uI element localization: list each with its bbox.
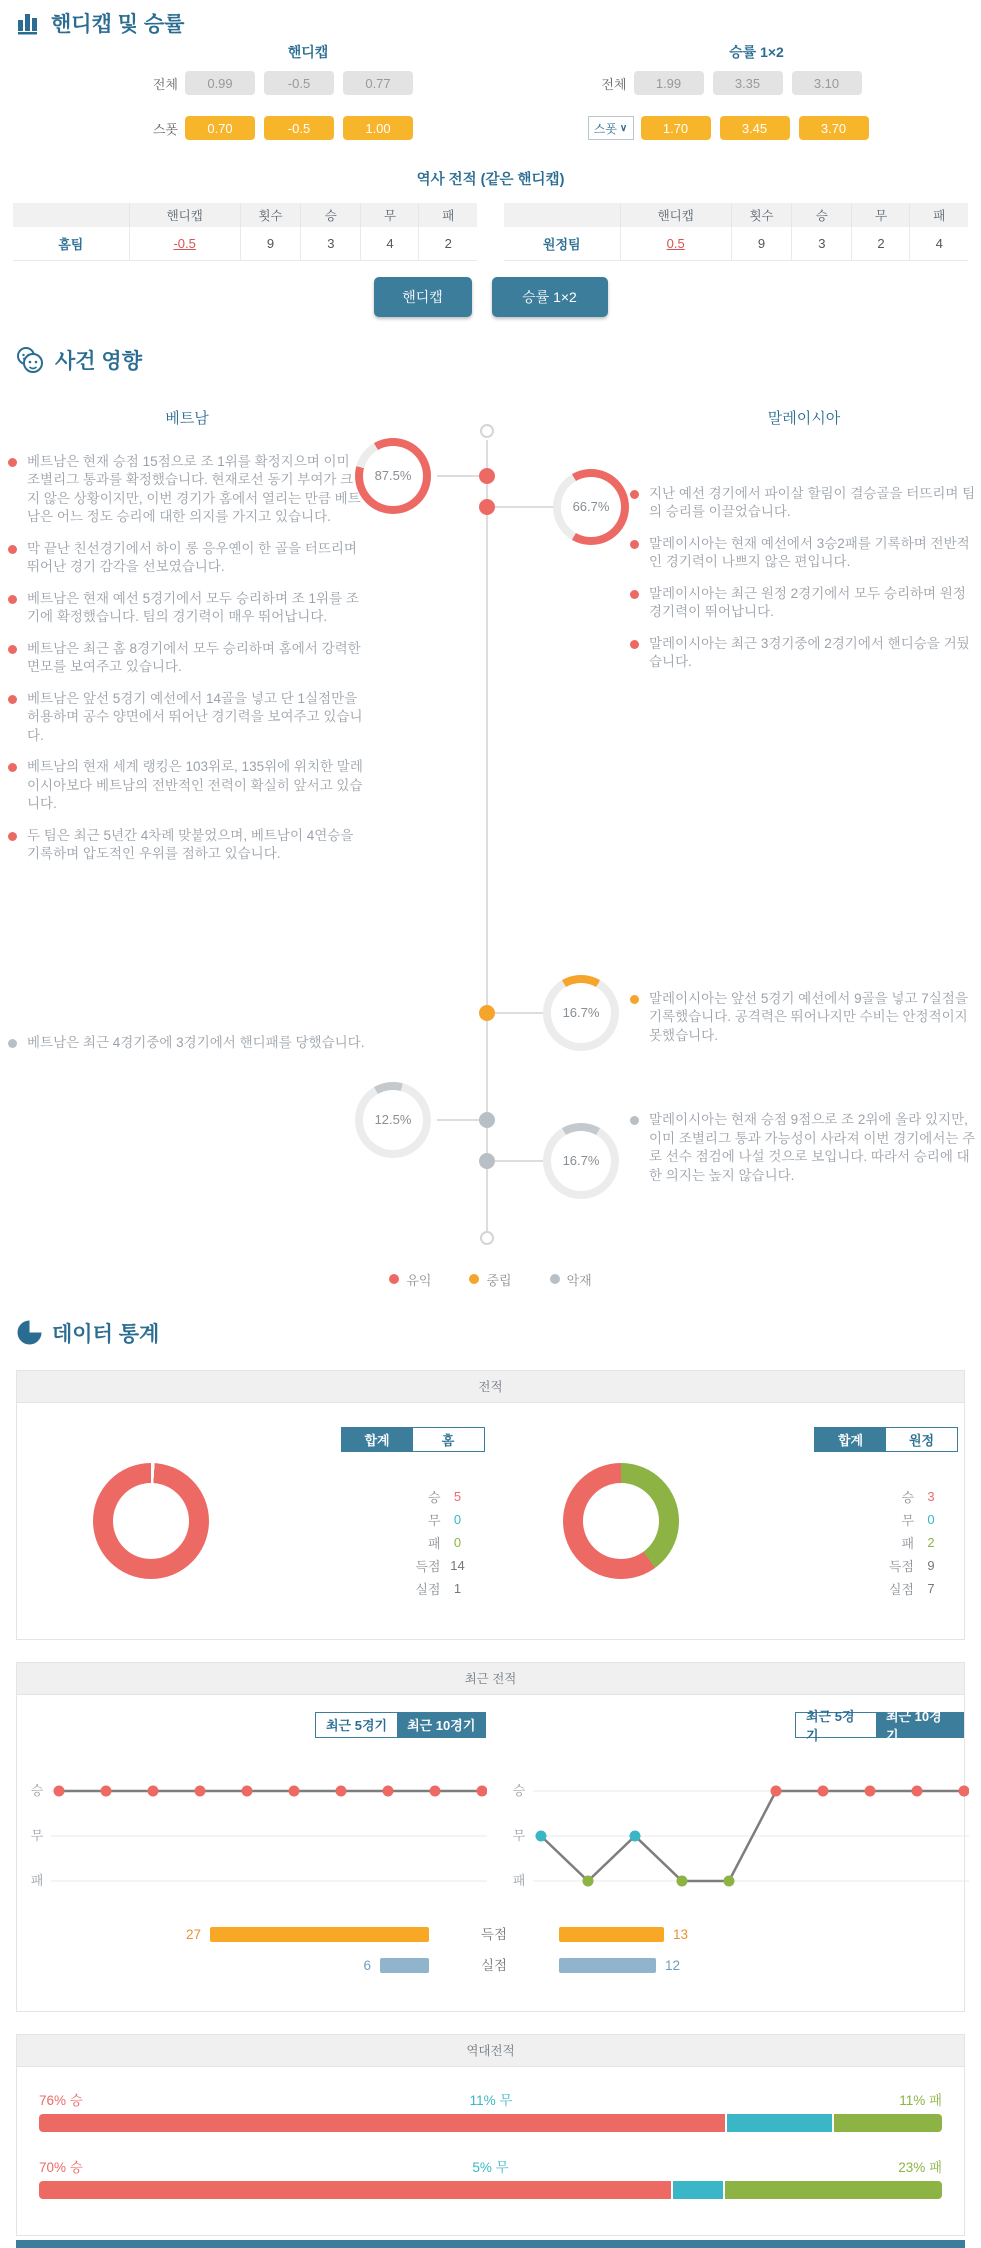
- bullet-dot: [8, 458, 17, 467]
- event-impact-title: [16, 345, 142, 375]
- bullet-dot: [8, 832, 17, 841]
- stat-value: 14: [441, 1558, 475, 1573]
- section-title: 사건 영향: [55, 345, 142, 375]
- winrate-button[interactable]: 승률 1×2: [492, 277, 608, 317]
- stat-value: 0: [441, 1535, 475, 1550]
- odds-value: 3.10: [792, 71, 862, 95]
- history-table: [504, 203, 968, 261]
- right-chart-axis: 승 무 패: [507, 1781, 531, 1916]
- donut-percent: 12.5%: [363, 1090, 423, 1150]
- donut-percent: 87.5%: [363, 446, 423, 506]
- malaysia-negative-donut: [543, 1123, 619, 1199]
- stat-cell: 2: [852, 227, 910, 260]
- stat-label: 승: [395, 1487, 441, 1506]
- table-header-cell: 무: [852, 203, 910, 227]
- table-row: [504, 227, 968, 260]
- data-stats-title: [16, 1318, 981, 1348]
- timeline-dot-neutral: [479, 1005, 495, 1021]
- odds-value: 0.99: [185, 71, 255, 95]
- bullet-text: 베트남은 현재 예선 5경기에서 모두 승리하며 조 1위를 조기에 확정했습니다. 팀의 경기력이 매우 뛰어납니다.: [27, 590, 366, 627]
- odds-row: [139, 116, 491, 140]
- bullet-text: 베트남은 앞선 5경기 예선에서 14골을 넣고 단 1실점만을 허용하며 공수 양면에서 뛰어난 경기력을 보여주고 있습니다.: [27, 690, 366, 746]
- table-header-cell: 핸디캡: [620, 203, 731, 227]
- odds-value: 0.70: [185, 116, 255, 140]
- bullet-dot: [8, 545, 17, 554]
- impact-bullet-pos: [630, 485, 978, 522]
- odds-row: [588, 116, 981, 140]
- recent-panel: [16, 1662, 965, 2012]
- left-chart-axis: 승 무 패: [25, 1781, 49, 1916]
- record-donut-chart: [563, 1463, 679, 1579]
- stat-cell: 9: [240, 227, 300, 260]
- stat-label: 패: [868, 1533, 914, 1552]
- table-header-cell: 횟수: [731, 203, 791, 227]
- team-cell: 원정팀: [504, 227, 620, 260]
- table-header-cell: 핸디캡: [129, 203, 240, 227]
- bullet-dot: [8, 595, 17, 604]
- goals-conceded-row: [17, 1958, 964, 1974]
- history-table: [13, 203, 477, 261]
- odds-value: 3.70: [799, 116, 869, 140]
- h2h-segment-loss: [725, 2181, 942, 2199]
- connector-line: [495, 1160, 543, 1162]
- record-scope-toggle: [814, 1427, 958, 1452]
- table-header-cell: [504, 203, 620, 227]
- bullet-dot: [630, 1116, 639, 1125]
- odds-value: 0.77: [343, 71, 413, 95]
- impact-bullet-pos: [8, 540, 366, 577]
- left-team-bullets: [8, 453, 366, 1066]
- left-conceded-bar: [380, 1958, 429, 1973]
- record-stats: [395, 1485, 475, 1600]
- bullet-text: 베트남은 최근 4경기중에 3경기에서 핸디패를 당했습니다.: [27, 1034, 364, 1053]
- right-results-chart: [533, 1781, 969, 1891]
- stat-label: 무: [868, 1510, 914, 1529]
- stat-label: 실점: [868, 1579, 914, 1598]
- event-impact-section: [0, 345, 981, 1300]
- h2h-loss-label: 23% 패: [898, 2156, 942, 2176]
- faces-icon: [16, 346, 46, 374]
- table-header-cell: 횟수: [240, 203, 300, 227]
- left-scored-bar: [210, 1927, 429, 1942]
- odds-value: 1.00: [343, 116, 413, 140]
- winrate-odds-group: [491, 42, 981, 140]
- bullet-text: 베트남은 현재 승점 15점으로 조 1위를 확정지으며 이미 조별리그 통과를 확정했습니다. 현재로선 동기 부여가 크지 않은 상황이지만, 이번 경기가 홈에서 열리는 만큼 베트남은 어느 정도 승리에 대한 의지를 가지고 있습니다.: [27, 453, 366, 527]
- stat-label: 득점: [395, 1556, 441, 1575]
- vietnam-negative-donut: [355, 1082, 431, 1158]
- stat-value: 2: [914, 1535, 948, 1550]
- impact-bullet-pos: [8, 453, 366, 527]
- stat-cell: 3: [301, 227, 361, 260]
- left-scored-value: 27: [186, 1927, 201, 1942]
- stat-label: 승: [868, 1487, 914, 1506]
- tab-total[interactable]: 합계: [342, 1428, 413, 1451]
- timeline-dot-negative: [479, 1112, 495, 1128]
- next-panel-header-partial: [16, 2240, 965, 2248]
- timeline-end-circle: [480, 1231, 494, 1245]
- odds-section-title: [16, 8, 981, 38]
- odds-value: 3.35: [713, 71, 783, 95]
- donut-percent: 66.7%: [561, 477, 621, 537]
- h2h-row: [39, 2156, 942, 2199]
- odds-value: -0.5: [264, 71, 334, 95]
- negative-legend-dot: [550, 1274, 560, 1284]
- connector-line: [437, 1119, 479, 1121]
- bullet-text: 말레이시아는 최근 원정 2경기에서 모두 승리하며 원정 경기력이 뛰어납니다.: [649, 585, 978, 622]
- h2h-segment-draw: [725, 2114, 833, 2132]
- page-title: 핸디캡 및 승률: [51, 8, 184, 38]
- donut-hole: [113, 1483, 189, 1559]
- odds-value: 3.45: [720, 116, 790, 140]
- odds-row-label: 전체: [139, 74, 185, 93]
- donut-percent: 16.7%: [551, 983, 611, 1043]
- stat-value: 7: [914, 1581, 948, 1596]
- stat-value: 5: [441, 1489, 475, 1504]
- left-results-chart: [51, 1781, 487, 1891]
- h2h-draw-label: 5% 무: [472, 2156, 508, 2176]
- donut-percent: 16.7%: [551, 1131, 611, 1191]
- bullet-text: 두 팀은 최근 5년간 4차례 맞붙었으며, 베트남이 4연승을 기록하며 압도적인 우위를 점하고 있습니다.: [27, 827, 366, 864]
- h2h-panel-header: 역대전적: [17, 2035, 964, 2067]
- positive-legend-dot: [389, 1274, 399, 1284]
- impact-bullet-neu: [630, 990, 978, 1046]
- bullet-dot: [8, 1039, 17, 1048]
- table-header-cell: 패: [910, 203, 968, 227]
- odds-row-label: 스폿: [139, 119, 185, 138]
- bullet-dot: [8, 763, 17, 772]
- right-scored-bar: [559, 1927, 664, 1942]
- odds-columns: [0, 42, 981, 140]
- impact-bullet-pos: [630, 585, 978, 622]
- stat-label: 실점: [395, 1579, 441, 1598]
- donut-hole: [583, 1483, 659, 1559]
- connector-line: [437, 475, 479, 477]
- handicap-odds-heading: 핸디캡: [194, 42, 422, 62]
- dropdown-value: 스폿: [594, 120, 617, 137]
- record-panel-header: 전적: [17, 1371, 964, 1403]
- recent-panel-header: 최근 전적: [17, 1663, 964, 1695]
- spot-dropdown[interactable]: [588, 116, 634, 140]
- bullet-text: 말레이시아는 최근 3경기중에 2경기에서 핸디승을 거뒀습니다.: [649, 635, 978, 672]
- vietnam-positive-donut: [355, 438, 431, 514]
- left-conceded-value: 6: [363, 1958, 371, 1973]
- bullet-text: 지난 예선 경기에서 파이살 할림이 결승골을 터뜨리며 팀의 승리를 이끌었습니다.: [649, 485, 978, 522]
- right-team-name: 말레이시아: [630, 407, 978, 428]
- connector-line: [495, 506, 553, 508]
- handicap-button[interactable]: 핸디캡: [374, 277, 472, 317]
- bullet-text: 말레이시아는 현재 예선에서 3승2패를 기록하며 전반적인 경기력이 나쁘지 않은 편입니다.: [649, 535, 978, 572]
- table-row: [13, 227, 477, 260]
- bullet-dot: [630, 490, 639, 499]
- stat-value: 0: [441, 1512, 475, 1527]
- timeline-start-circle: [480, 424, 494, 438]
- record-scope-toggle: [341, 1427, 485, 1452]
- scored-label: 득점: [429, 1927, 559, 1943]
- impact-legend: [0, 1270, 981, 1289]
- bullet-text: 베트남은 최근 홈 8경기에서 모두 승리하며 홈에서 강력한 면모를 보여주고 있습니다.: [27, 640, 366, 677]
- h2h-win-label: 76% 승: [39, 2089, 83, 2109]
- impact-bullet-pos: [8, 690, 366, 746]
- record-side: [491, 1403, 965, 1639]
- tab-last10[interactable]: 최근 10경기: [876, 1713, 963, 1737]
- data-stats-section: [0, 1318, 981, 2248]
- impact-bullet-pos: [8, 827, 366, 864]
- legend-label: 유익: [406, 1270, 431, 1289]
- stat-value: 9: [914, 1558, 948, 1573]
- right-conceded-bar: [559, 1958, 656, 1973]
- h2h-loss-label: 11% 패: [899, 2089, 942, 2109]
- odds-value: -0.5: [264, 116, 334, 140]
- neutral-legend-dot: [469, 1274, 479, 1284]
- handicap-link[interactable]: 0.5: [667, 236, 685, 251]
- stat-label: 득점: [868, 1556, 914, 1575]
- record-stats: [868, 1485, 948, 1600]
- bullet-dot: [8, 695, 17, 704]
- odds-value: 1.99: [634, 71, 704, 95]
- impact-bullet-neg: [630, 1111, 978, 1185]
- record-panel: [16, 1370, 965, 1640]
- left-recent-toggle: [315, 1712, 486, 1738]
- bullet-dot: [630, 640, 639, 649]
- stat-label: 무: [395, 1510, 441, 1529]
- h2h-stacked-bar: [39, 2114, 942, 2132]
- stat-cell: 4: [910, 227, 968, 260]
- h2h-draw-label: 11% 무: [470, 2089, 513, 2109]
- table-header-cell: 무: [361, 203, 419, 227]
- chevron-down-icon: ∨: [620, 123, 627, 134]
- stat-value: 3: [914, 1489, 948, 1504]
- h2h-stacked-bar: [39, 2181, 942, 2199]
- stat-cell: 2: [419, 227, 477, 260]
- tab-last5[interactable]: 최근 5경기: [796, 1713, 876, 1737]
- stat-cell: 4: [361, 227, 419, 260]
- right-scored-value: 13: [673, 1927, 688, 1942]
- section-title: 데이터 통계: [52, 1318, 159, 1348]
- bullet-text: 말레이시아는 앞선 5경기 예선에서 9골을 넣고 7실점을 기록했습니다. 공격력은 뛰어나지만 수비는 안정적이지 못했습니다.: [649, 990, 978, 1046]
- h2h-segment-loss: [834, 2114, 942, 2132]
- bullet-text: 막 끝난 친선경기에서 하이 롱 응우옌이 한 골을 터뜨리며 뛰어난 경기 감각을 선보였습니다.: [27, 540, 366, 577]
- table-header-cell: 승: [792, 203, 852, 227]
- bullet-dot: [630, 995, 639, 1004]
- table-header-cell: [13, 203, 129, 227]
- stat-cell: 3: [792, 227, 852, 260]
- impact-bullet-pos: [8, 640, 366, 677]
- odds-row: [588, 71, 981, 95]
- right-team-bullets: [630, 485, 978, 1199]
- h2h-segment-win: [39, 2114, 725, 2132]
- impact-bullet-neg: [8, 1034, 366, 1053]
- impact-bullet-pos: [630, 635, 978, 672]
- record-side: [17, 1403, 491, 1639]
- handicap-odds-group: [0, 42, 491, 140]
- bullet-dot: [8, 645, 17, 654]
- h2h-segment-win: [39, 2181, 671, 2199]
- malaysia-neutral-donut: [543, 975, 619, 1051]
- h2h-segment-draw: [671, 2181, 725, 2199]
- h2h-panel: [16, 2034, 965, 2236]
- h2h-win-label: 70% 승: [39, 2156, 83, 2176]
- stat-cell: 9: [731, 227, 791, 260]
- stat-value: 0: [914, 1512, 948, 1527]
- right-recent-toggle: [795, 1712, 964, 1738]
- tab-split[interactable]: 홈: [413, 1428, 484, 1451]
- odds-row-label: 전체: [588, 74, 634, 93]
- malaysia-positive-donut: [553, 469, 629, 545]
- handicap-link[interactable]: -0.5: [173, 236, 195, 251]
- odds-section: [0, 0, 981, 317]
- tab-total[interactable]: 합계: [815, 1428, 886, 1451]
- history-heading: 역사 전적 (같은 핸디캡): [0, 168, 981, 189]
- tab-split[interactable]: 원정: [886, 1428, 957, 1451]
- timeline-dot-positive: [479, 468, 495, 484]
- odds-value: 1.70: [641, 116, 711, 140]
- tab-last5[interactable]: 최근 5경기: [316, 1713, 397, 1737]
- odds-row: [139, 71, 491, 95]
- stat-label: 패: [395, 1533, 441, 1552]
- bullet-dot: [630, 590, 639, 599]
- winrate-odds-heading: 승률 1×2: [643, 42, 871, 62]
- left-team-name: 베트남: [8, 407, 366, 428]
- timeline-dot-negative: [479, 1153, 495, 1169]
- record-donut-chart: [93, 1463, 209, 1579]
- legend-label: 악재: [567, 1270, 592, 1289]
- h2h-row: [39, 2089, 942, 2132]
- impact-bullet-pos: [630, 535, 978, 572]
- table-header-cell: 승: [301, 203, 361, 227]
- impact-bullet-pos: [8, 758, 366, 814]
- bar-chart-icon: [16, 10, 42, 36]
- bullet-text: 말레이시아는 현재 승점 9점으로 조 2위에 올라 있지만, 이미 조별리그 통과 가능성이 사라져 이번 경기에서는 주로 선수 점검에 나설 것으로 보입니다. 따라서 승리에 대한 의지는 높지 않습니다.: [649, 1111, 978, 1185]
- bullet-dot: [630, 540, 639, 549]
- tab-last10[interactable]: 최근 10경기: [397, 1713, 485, 1737]
- pie-chart-icon: [16, 1319, 43, 1346]
- history-tables: [13, 203, 968, 261]
- table-header-cell: 패: [419, 203, 477, 227]
- legend-label: 중립: [486, 1270, 511, 1289]
- stat-value: 1: [441, 1581, 475, 1596]
- connector-line: [495, 1012, 543, 1014]
- bullet-text: 베트남의 현재 세계 랭킹은 103위로, 135위에 위치한 말레이시아보다 베트남의 전반적인 전력이 확실히 앞서고 있습니다.: [27, 758, 366, 814]
- right-conceded-value: 12: [665, 1958, 680, 1973]
- impact-bullet-pos: [8, 590, 366, 627]
- timeline-dot-positive: [479, 499, 495, 515]
- goals-scored-row: [17, 1927, 964, 1943]
- odds-buttons: [0, 277, 981, 317]
- team-cell: 홈팀: [13, 227, 129, 260]
- conceded-label: 실점: [429, 1958, 559, 1974]
